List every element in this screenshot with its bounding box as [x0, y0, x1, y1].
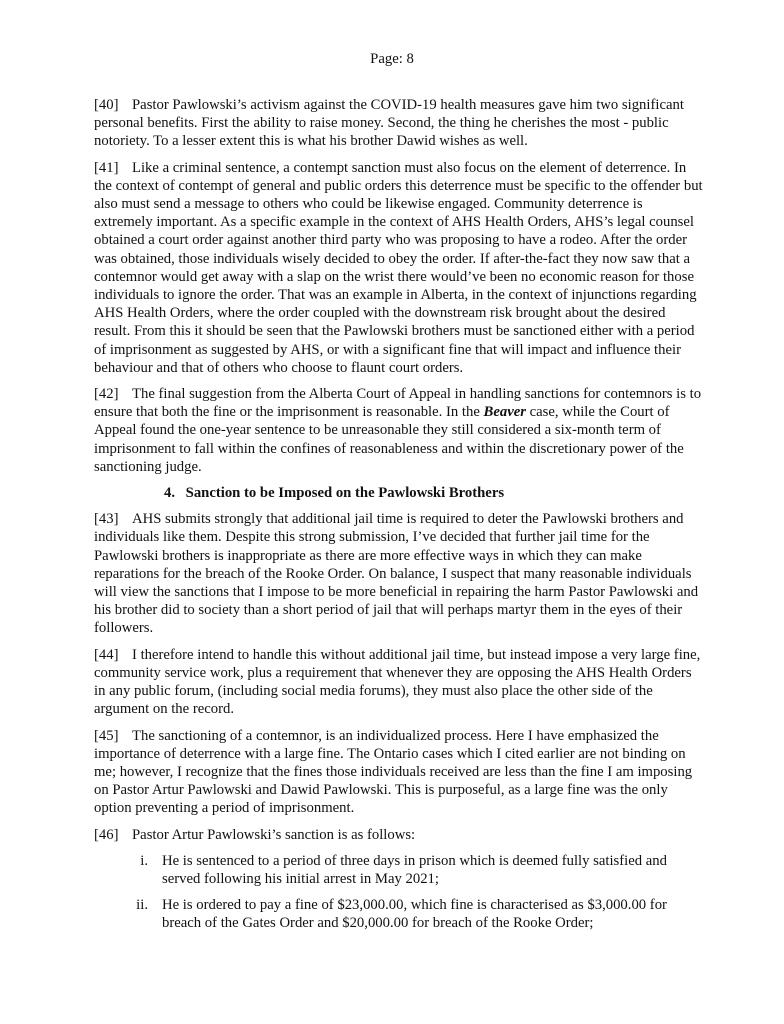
paragraph-46 — [94, 826, 704, 844]
section-number: 4. — [164, 485, 176, 502]
paragraph-number: [41] — [94, 159, 119, 176]
list-marker: i. — [140, 852, 148, 869]
paragraph-number: [44] — [94, 646, 119, 663]
paragraph-42 — [94, 385, 704, 476]
paragraph-text-continued: case, while the Court of Appeal found the one-year sentence to be unreasonable they still considered a six-month term of imprisonment to fall within the confines of reasonableness and within the discretionary power of the sanctioning judge. — [94, 404, 684, 475]
paragraph-text: Pastor Pawlowski’s activism against the COVID-19 health measures gave him two significant personal benefits. First the ability to raise money. Second, the thing he cherishes the most - public notoriety. To a lesser extent this is what his brother Dawid wishes as well. — [94, 97, 684, 150]
paragraph-40 — [94, 96, 704, 151]
paragraph-text: The final suggestion from the Alberta Court of Appeal in handling sanctions for contemnors is to ensure that both the fine or the imprisonment is reasonable. In the — [94, 386, 702, 421]
list-item-text: He is sentenced to a period of three days in prison which is deemed fully satisfied and served following his initial arrest in May 2021; — [162, 852, 667, 887]
paragraph-text: Like a criminal sentence, a contempt sanction must also focus on the element of deterrence. In the context of contempt of general and public orders this deterrence must be specific to the offender but also must send a message to others who could be likewise engaged. Community deterrence is extremely important. As a specific example in the context of AHS Health Orders, AHS’s legal counsel obtained a court order against another third party who was proposing to have a rodeo. After the order was obtained, those individuals wisely decided to obey the order. If after-the-fact they now saw that a contemnor would get away with a slap on the wrist there would’ve been no economic reason for those individuals to ignore the order. That was an example in Alberta, in the context of injunctions regarding AHS Health Orders, where the order coupled with the downstream risk brought about the desired result. From this it should be seen that the Pawlowski brothers must be sanctioned either with a period of imprisonment as suggested by AHS, or with a significant fine that will impact and influence their behaviour and that of others who choose to flaunt court orders. — [94, 159, 703, 376]
list-item-text: He is ordered to pay a fine of $23,000.00, which fine is characterised as $3,000.00 for breach of the Gates Order and $20,000.00 for breach of the Rooke Order; — [162, 897, 667, 932]
page-number: Page: 8 — [370, 51, 414, 67]
list-item — [94, 852, 704, 888]
case-name-emphasis: Beaver — [483, 404, 526, 421]
paragraph-number: [43] — [94, 511, 119, 528]
paragraph-text: I therefore intend to handle this without additional jail time, but instead impose a very large fine, community service work, plus a requirement that whenever they are opposing the AHS Health Orders in any public forum, (including social media forums), they must also place the other side of the argument on the record. — [94, 646, 701, 718]
paragraph-44 — [94, 646, 704, 719]
paragraph-text: AHS submits strongly that additional jail time is required to deter the Pawlowski brothers and individuals like them. Despite this strong submission, I’ve decided that further jail time for the Pawlowski brothers is inappropriate as there are more effective ways in which they can make reparations for the breach of the Rooke Order. On balance, I suspect that many reasonable individuals will view the sanctions that I impose to be more beneficial in repairing the harm Pastor Pawlowski and his brother did to society than a short period of jail that will perhaps martyr them in the eyes of their followers. — [94, 511, 699, 637]
paragraph-43 — [94, 510, 704, 637]
paragraph-number: [46] — [94, 826, 119, 843]
list-item — [94, 896, 704, 932]
section-heading — [164, 484, 704, 502]
paragraph-number: [45] — [94, 727, 119, 744]
paragraph-41 — [94, 159, 704, 377]
paragraph-number: [42] — [94, 386, 119, 403]
paragraph-45 — [94, 727, 704, 818]
sanction-list — [94, 852, 704, 933]
paragraph-text: The sanctioning of a contemnor, is an individualized process. Here I have emphasized the importance of deterrence with a large fine. The Ontario cases which I cited earlier are not binding on me; however, I recognize that the fines those individuals received are less than the fine I am imposing on Pastor Artur Pawlowski and Dawid Pawlowski. This is purposeful, as a large fine was the only option preventing a period of imprisonment. — [94, 727, 693, 817]
document-body — [94, 96, 704, 941]
paragraph-number: [40] — [94, 97, 119, 113]
list-marker: ii. — [136, 897, 148, 914]
section-title: Sanction to be Imposed on the Pawlowski Brothers — [185, 485, 505, 502]
paragraph-text: Pastor Artur Pawlowski’s sanction is as follows: — [132, 826, 416, 843]
